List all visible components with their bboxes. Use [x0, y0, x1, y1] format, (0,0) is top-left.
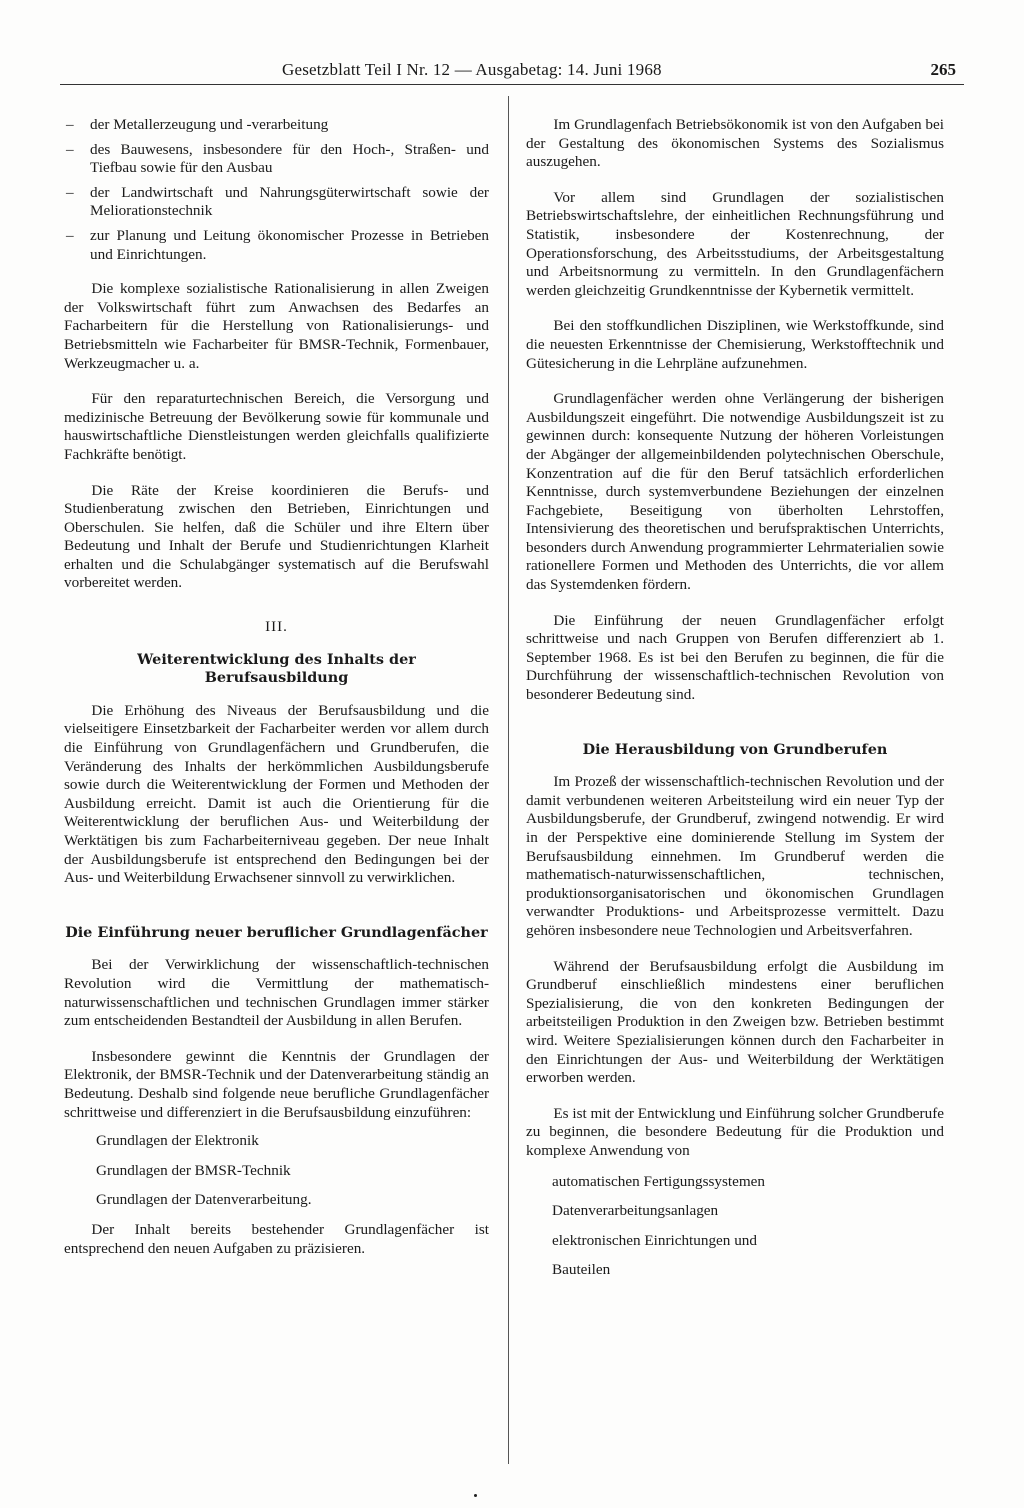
paragraph: Es ist mit der Entwicklung und Einführung solcher Grundberufe zu beginnen, die besondere Bedeutung für die Produktion und komplexe Anwendung von [526, 1104, 944, 1159]
paragraph: Bei der Verwirklichung der wissenschaftlich-technischen Revolution wird die Vermittlung der mathematisch-naturwissenschaftlichen und technischen Grundlagen immer stärker zum entscheidenden Bestandteil der Ausbildung in allen Berufen. [64, 956, 489, 1030]
list-item: elektronischen Einrichtungen und [552, 1231, 757, 1249]
paragraph: Grundlagenfächer werden ohne Verlängerung der bisherigen Ausbildungszeit eingeführt. Die notwendige Ausbildungszeit ist zu gewinnen durch: konsequente Nutzung der höheren Vorleistungen der Abgänger der allgemeinbildenden polytechnischen Oberschule, Konzentration auf die für den Beruf tatsächlich erforderlichen Kenntnisse, durch systemverbundene Beziehungen der einzelnen Fachgebiete, Beseitigung von überholten Lehrstoffen, Intensivierung des theoretischen und berufspraktischen Unterrichts, besonders durch Anwendung programmierter Lehrmaterialien sowie rationellere Formen und Methoden des Unterrichts, die vor allem das Systemdenken fördern. [526, 390, 944, 594]
list-item: – der Landwirtschaft und Nahrungsgüterwirtschaft sowie der Meliorationstechnik [64, 184, 489, 221]
paragraph: Die Räte der Kreise koordinieren die Berufs- und Studienberatung zwischen den Betrieben, Einrichtungen und Oberschulen. Sie helfen, daß die Schüler und ihre Eltern über Bedeutung und Inhalt der Berufe und Studienrichtungen Klarheit erhalten und die Schulabgänger systematisch auf die Berufswahl vorbereitet werden. [64, 481, 489, 592]
paragraph: Bei den stoffkundlichen Disziplinen, wie Werkstoffkunde, sind die neuesten Erkenntnisse der Chemisierung, Werkstofftechnik und Gütesicherung in die Lehrpläne aufzunehmen. [526, 317, 944, 372]
paragraph: Insbesondere gewinnt die Kenntnis der Grundlagen der Elektronik, der BMSR-Technik und der Datenverarbeitung ständig an Bedeutung. Deshalb sind folgende neue berufliche Grundlagenfächer schrittweise und differenziert in die Berufsausbildung einzuführen: [64, 1047, 489, 1121]
item-list [526, 1173, 944, 1280]
list-item: – der Metallerzeugung und -verarbeitung [64, 116, 489, 135]
list-item: – zur Planung und Leitung ökonomischer Prozesse in Betrieben und Einrichtungen. [64, 227, 489, 264]
list-item: Grundlagen der BMSR-Technik [96, 1161, 291, 1179]
list-item: Bauteilen [552, 1261, 611, 1279]
paragraph: Im Prozeß der wissenschaftlich-technischen Revolution und der damit verbundenen weiteren Arbeitsteilung wird ein neuer Typ der Ausbildungsberufe, der Grundberuf, zwingend notwendig. Er wird in der Perspektive eine dominierende Stellung im System der Berufsausbildung einnehmen. Im Grundberuf werden die mathematisch-naturwissenschaftlichen, technischen, produktionsorganisatorischen und ökonomischen Grundlagen verwandter Produktions- und Arbeitsprozesse vermittelt. Dazu gehören insbesondere neue Technologien und Arbeitsverfahren. [526, 773, 944, 939]
paragraph: Die komplexe sozialistische Rationalisierung in allen Zweigen der Volkswirtschaft führt zum Anwachsen des Bedarfes an Facharbeitern für die Herstellung von Rationalisierungs- und Betriebsmitteln wie Facharbeiter für BMSR-Technik, Formenbauer, Werkzeugmacher u. a. [64, 280, 489, 372]
print-mark [474, 1494, 477, 1497]
column-divider [508, 96, 509, 1464]
page-number: 265 [930, 60, 956, 79]
paragraph: Die Einführung der neuen Grundlagenfächer erfolgt schrittweise und nach Gruppen von Berufen differenziert ab 1. September 1968. Es ist bei den Berufen zu beginnen, die für die Durchführung der wissenschaftlich-technischen Revolution von besonderer Bedeutung sind. [526, 611, 944, 704]
paragraph: Für den reparaturtechnischen Bereich, die Versorgung und medizinische Betreuung der Bevölkerung sowie für kommunale und hauswirtschaftliche Dienstleistungen werden gleichfalls qualifizierte Fachkräfte benötigt. [64, 390, 489, 463]
section-number: III. [265, 619, 288, 636]
section-heading: Weiterentwicklung des Inhalts der Berufsausbildung [137, 650, 416, 687]
list-item: Grundlagen der Elektronik [96, 1132, 259, 1150]
paragraph: Vor allem sind Grundlagen der sozialistischen Betriebswirtschaftslehre, der einheitlichen Rechnungsführung und Statistik, insbesondere der Kostenrechnung, der Operationsforschung, des Arbeitsstudiums, der Arbeitsgestaltung und Arbeitsnormung zu vermitteln. In den Grundlagenfächern werden gleichzeitig Grundkenntnisse der Kybernetik vermittelt. [526, 188, 944, 299]
page-header [60, 58, 964, 85]
list-item: – des Bauwesens, insbesondere für den Hoch-, Straßen- und Tiefbau sowie für den Ausbau [64, 141, 489, 178]
paragraph: Der Inhalt bereits bestehender Grundlagenfächer ist entsprechend den neuen Aufgaben zu präzisieren. [64, 1220, 489, 1257]
right-column [526, 116, 944, 1291]
subsection-heading: Die Herausbildung von Grundberufen [582, 740, 888, 758]
paragraph: Die Erhöhung des Niveaus der Berufsausbildung und die vielseitigere Einsetzbarkeit der Facharbeiter werden vor allem durch die Einführung von Grundlagenfächern und Grundberufen, die Veränderung des Inhalts der herkömmlichen Ausbildungsberufe sowie durch die Weiterentwicklung der Formen und Methoden der Ausbildung erreicht. Damit ist auch die Orientierung für die Weiterentwicklung der beruflichen Aus- und Weiterbildung der Werktätigen bis zum Facharbeiterniveau gegeben. Der neue Inhalt der Ausbildungsberufe ist entsprechend den Bedingungen bei der Aus- und Weiterbildung Erwachsener sinnvoll zu verwirklichen. [64, 701, 489, 887]
subsection-heading: Die Einführung neuer beruflicher Grundlagenfächer [65, 923, 488, 941]
list-item: automatischen Fertigungssystemen [552, 1172, 766, 1190]
left-column [64, 116, 489, 1258]
dash-list [64, 116, 489, 264]
paragraph: Während der Berufsausbildung erfolgt die Ausbildung im Grundberuf einschließlich mindestens einer beruflichen Spezialisierung, die von den konkreten Bedingungen der arbeitsteiligen Produktion in den Zweigen bzw. Betrieben bestimmt wird. Weitere Spezialisierungen können durch den Facharbeiter in den Einrichtungen der Aus- und Weiterbildung der Werktätigen erworben werden. [526, 957, 944, 1087]
list-item: Grundlagen der Datenverarbeitung. [96, 1191, 312, 1209]
list-item: Datenverarbeitungsanlagen [552, 1202, 719, 1220]
header-title: Gesetzblatt Teil I Nr. 12 — Ausgabetag: 14. Juni 1968 [282, 60, 662, 79]
subject-list [64, 1132, 489, 1210]
paragraph: Im Grundlagenfach Betriebsökonomik ist von den Aufgaben bei der Gestaltung des ökonomischen Systems des Sozialismus auszugehen. [526, 116, 944, 171]
